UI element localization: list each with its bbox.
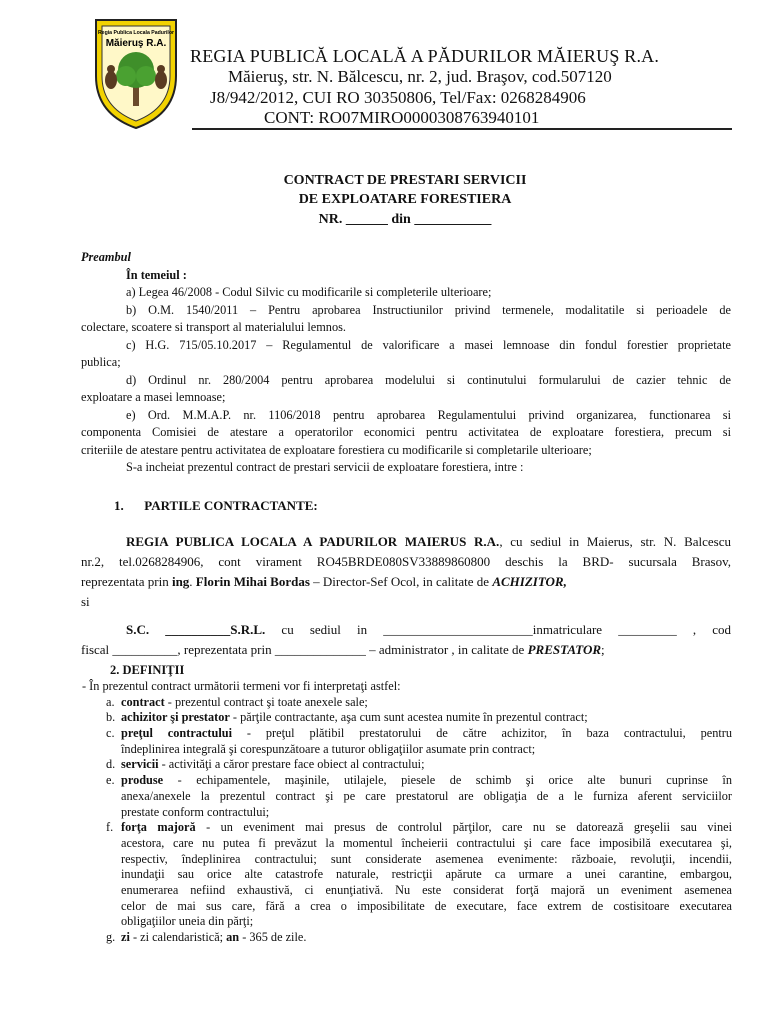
party2-line1: S.C. __________S.R.L. cu sediul in _______________________inmatriculare _________ , cod	[126, 622, 731, 637]
definition-f: f. forţa majoră - un eveniment mai presus de controlul părţilor, care nu se datorează greşelii sau vinei acestora, care nu putea fi prevăzut la momentul încheierii contractului şi care face imposibilă executarea şi, respectiv, îndeplinirea contractului; sunt considerate asemenea evenimente: războaie, revoluţii, incendii, inundaţii sau orice alte catastrofe naturale, restricţii apărute ca urmare a unei carantine, embargou, enumerarea nefiind exhaustivă, ci enunţiativă. Nu este considerat forţă majoră un eveniment asemenea celor de mai sus care, fără a crea o imposibilitate de executare, face extrem de costisitoare executarea obligaţiilor uneia din părţi;	[106, 820, 732, 929]
party2-line2: fiscal __________, reprezentata prin ______________ – administrator , in calitate de PRESTATOR;	[81, 642, 605, 657]
preamble-item-c-line2: publica;	[81, 355, 121, 369]
preamble-item-b-line1: b) O.M. 1540/2011 – Pentru aprobarea Instructiunilor privind termenele, modalitatile si perioadele de	[126, 302, 731, 317]
party2-name: S.C. __________S.R.L.	[126, 622, 266, 637]
section2-heading: 2. DEFINIŢII	[110, 663, 185, 677]
header-account: CONT: RO07MIRO0000308763940101	[264, 108, 540, 127]
preamble-item-c-line1: c) H.G. 715/05.10.2017 – Regulamentul de valorificare a masei lemnoase din fondul forestier proprietate	[126, 337, 731, 352]
company-logo	[88, 14, 184, 132]
logo-text-top: Regia Publica Locala Padurilor	[97, 30, 175, 36]
contract-number-line: NR. ______ din ___________	[318, 212, 492, 227]
definition-b: b. achizitor şi prestator - părţile contractante, aşa cum sunt acestea numite în prezentul contract;	[106, 710, 588, 725]
contracting-parties	[81, 532, 731, 660]
preamble-item-e-line2: componenta Comisiei de atestare a operatorilor economici pentru activitatea de exploatare forestiera, precum si	[81, 425, 731, 439]
definitions-intro: - În prezentul contract următorii termeni vor fi interpretaţi astfel:	[82, 679, 401, 693]
party2-role: PRESTATOR	[527, 642, 602, 657]
definition-d: d. servicii - activităţi a căror prestare face obiect al contractului;	[106, 757, 425, 772]
preamble-temei: În temeiul :	[126, 267, 187, 282]
contract-title-line1: CONTRACT DE PRESTARI SERVICII	[283, 173, 527, 188]
preamble-heading: Preambul	[81, 250, 131, 264]
contract-title-line2: DE EXPLOATARE FORESTIERA	[298, 192, 512, 207]
preamble-closing: S-a incheiat prezentul contract de prestari servicii de exploatare forestiera, intre :	[126, 460, 524, 474]
header-company-name: REGIA PUBLICĂ LOCALĂ A PĂDURILOR MĂIERUŞ R.A.	[190, 46, 660, 66]
preamble-item-b-line2: colectare, scoatere si transport al materialului lemnos.	[81, 320, 346, 334]
party1-name: REGIA PUBLICA LOCALA A PADURILOR MAIERUS R.A.	[126, 534, 500, 549]
definition-g: g. zi - zi calendaristică; an - 365 de zile.	[106, 930, 307, 944]
preamble-item-e-line3: criteriile de atestare pentru activitatea de exploatare forestiera cu modificarile si completarile ulterioare;	[81, 442, 592, 457]
preamble-item-a: a) Legea 46/2008 - Codul Silvic cu modificarile si completerile ulterioare;	[126, 285, 492, 299]
section1-number: 1.	[114, 498, 124, 513]
party1-role: ACHIZITOR,	[492, 574, 567, 589]
preamble-item-d-line2: exploatare a masei lemnoase;	[81, 390, 226, 404]
header-registration: J8/942/2012, CUI RO 30350806, Tel/Fax: 0268284906	[210, 88, 586, 107]
party1-representative: Florin Mihai Bordas	[195, 574, 310, 589]
definitions	[82, 679, 732, 946]
party1-line1: REGIA PUBLICA LOCALA A PADURILOR MAIERUS R.A., cu sediul in Maierus, str. N. Balcescu	[126, 534, 731, 549]
definition-c: c. preţul contractului - preţul plătibil prestatorului de către achizitor, în baza contractului, pentru îndeplinirea integrală şi corespunzătoare a tuturor obligaţiilor asumate prin contract;	[106, 726, 732, 756]
definition-a: a. contract - prezentul contract şi toate anexele sale;	[106, 694, 368, 709]
party-conjunction: si	[81, 594, 90, 609]
party1-line3: reprezentata prin ing. Florin Mihai Bordas – Director-Sef Ocol, in calitate de ACHIZITOR,	[81, 574, 567, 589]
section1-heading	[114, 497, 318, 515]
section1-title: PARTILE CONTRACTANTE:	[144, 498, 318, 513]
preamble	[81, 249, 731, 477]
header-address: Măieruş, str. N. Bălcescu, nr. 2, jud. Braşov, cod.507120	[228, 67, 612, 86]
preamble-item-e-line1: e) Ord. M.M.A.P. nr. 1106/2018 pentru aprobarea Regulamentului privind organizarea, functionarea si	[126, 407, 731, 422]
header-divider	[192, 128, 732, 130]
party1-line2: nr.2, tel.0268284906, cont virament RO45BRDE080SV33889860800 deschis la BRD- sucursala Brasov,	[81, 554, 731, 569]
logo-text-main: Măieruş R.A.	[105, 38, 167, 49]
preamble-item-d-line1: d) Ordinul nr. 280/2004 pentru aprobarea modelului si continutului formularului de cazier tehnic de	[126, 372, 731, 387]
definition-e: e. produse - echipamentele, maşinile, utilajele, piesele de schimb şi orice alte bunuri cuprinse în anexa/anexele la prezentul contract şi pe care prestatorul are obligaţia de a le furniza aferent serviciilor prestate conform contractului;	[106, 773, 732, 819]
